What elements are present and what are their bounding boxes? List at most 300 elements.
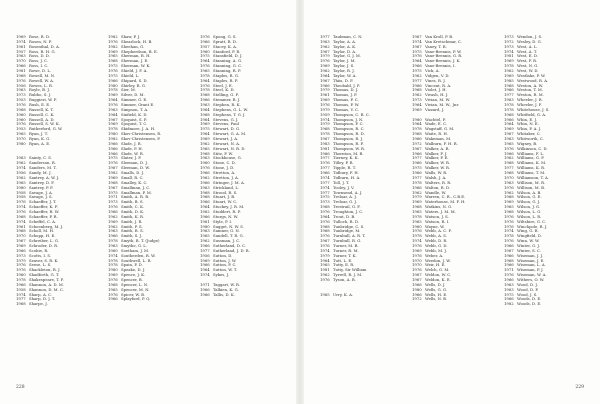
entry-year: 1981 <box>504 53 514 59</box>
entry-name: Splayford, P. Q. <box>121 296 151 302</box>
entry-year: 1965 <box>504 204 514 210</box>
entry-name: Stewart, N. A. <box>213 140 241 146</box>
entry-year: 1967 <box>320 136 330 142</box>
entry-year: 1974 <box>320 184 330 190</box>
entry-name: Sherman, J. E. <box>121 58 149 64</box>
entry-name: Walker, W. R. <box>425 160 451 166</box>
entry-year: 1962 <box>200 238 210 244</box>
entry-year: 1979 <box>320 252 330 258</box>
entry-name: Smallman, J. C. <box>121 184 151 190</box>
entry-year: 1976 <box>200 34 210 39</box>
entry-name: Van Kretschmar, C. <box>425 38 462 44</box>
entry-name: Thompson, R. D. <box>333 131 365 137</box>
entry-year: 1966 <box>412 160 422 166</box>
entry-year: 1962 <box>108 223 118 229</box>
entry-name: Wigney, B. <box>517 140 538 146</box>
entry-name: Southwell, L. R. <box>121 257 152 263</box>
entry-year: 1970 <box>504 174 514 180</box>
entry-year: 1968 <box>200 189 210 195</box>
entry-name: Rose, R. D. <box>29 34 51 39</box>
entry-name: Shannon, D. M. C. <box>29 286 64 292</box>
entry-name: Rowes, L. R. <box>29 82 54 88</box>
entry-year: 1968 <box>504 257 514 263</box>
entry-name: Whitaker, C. <box>517 131 541 137</box>
entry-name: Stringer, J. M. A. <box>213 179 245 185</box>
entry-year: 1965 <box>412 208 422 214</box>
entry-name: Sinfield, K. D. <box>121 111 148 117</box>
entry-year: 1966 <box>200 286 210 292</box>
entry-name: Rutherford, G. W. <box>29 126 63 132</box>
entry-name: Sutherland, D. C. <box>213 242 247 248</box>
entry-year: 1969 <box>200 257 210 263</box>
entry-year: 1975 <box>504 291 514 297</box>
entry-name: Sutherland, J. D. R. <box>213 247 250 253</box>
entry-name: Speake, D. J. <box>121 267 146 273</box>
entry-name: Tierney, K. K. <box>333 155 359 161</box>
entry-year: 1970 <box>16 58 26 64</box>
entry-year: 1964 <box>200 77 210 83</box>
entry-name: Scholl, M. H. <box>29 228 55 234</box>
entry-name: Simmer, Grant E. <box>121 102 155 108</box>
entry-name: Walker, W. R. <box>425 165 451 171</box>
entry-name: Skidmore, J. A. H. <box>121 126 156 132</box>
entry-year: 1982 <box>108 170 118 176</box>
entry-name: Vane-Brennis, P. W. <box>425 48 462 54</box>
entry-name: Stuart, W. C. <box>213 199 238 205</box>
entry-year: 1966 <box>412 82 422 88</box>
entry-year: 1975 <box>108 189 118 195</box>
entry-year: 1977 <box>200 247 210 253</box>
entry-year: 1966 <box>200 242 210 248</box>
entry-name: Wilson, L. R. <box>517 213 542 219</box>
entry-year: 1969 <box>320 63 330 69</box>
entry-name: Slater, J. P. <box>121 155 142 161</box>
entry-year: 1977 <box>320 189 330 195</box>
entry-name: Whitworth, C. <box>517 136 544 142</box>
entry-year: 1981 <box>320 267 330 273</box>
entry-name: Spencer, B. <box>121 276 143 282</box>
entry-year: 1958 <box>16 286 26 292</box>
entry-name: Stretton, J. A. <box>213 174 239 180</box>
entry-year: 1956 <box>200 252 210 258</box>
entry-year: 1976 <box>200 82 210 88</box>
entry-name: Ryan, A. E. <box>29 140 51 146</box>
entry-year: 1963 <box>504 179 514 185</box>
entry-year: 1966 <box>200 179 210 185</box>
book-gutter <box>296 0 304 404</box>
entry-year: 1979 <box>16 257 26 263</box>
entry-name: Simpson, T. A. <box>121 106 149 112</box>
entry-name: Wilson, L. G. <box>517 208 542 214</box>
entry-name: Vivash, H. J. <box>425 92 449 98</box>
entry-name: Sanderson, R. <box>29 160 56 166</box>
entry-year: 1978 <box>108 87 118 93</box>
entry-name: Shepherdson, B. E. <box>121 48 158 54</box>
entry-year: 1969 <box>412 199 422 205</box>
entry-year: 1978 <box>412 233 422 239</box>
entry-year: 1976 <box>412 252 422 258</box>
entry-name: Sutton, J. W. <box>213 257 237 263</box>
entry-year: 1953 <box>16 97 26 103</box>
entry-name: Stone, J. D. <box>213 165 235 171</box>
entry-year: 1974 <box>320 174 330 180</box>
entry-name: Smith, S. J. <box>121 233 143 239</box>
entry-year: 1974 <box>108 252 118 258</box>
entry-year: 1968 <box>108 58 118 64</box>
entry-name: Wiseman, W. A. <box>517 272 547 278</box>
entry-year: 1964 <box>320 257 330 263</box>
entry-name: Smythe, G. L. <box>121 242 148 248</box>
entry-name: Turner, M. B. <box>333 242 359 248</box>
entry-name: Stretton, A. <box>213 170 236 176</box>
entry-year: 1973 <box>108 199 118 205</box>
entry-year: 1976 <box>412 53 422 59</box>
entry-year: 1974 <box>504 228 514 234</box>
entry-year: 1969 <box>320 97 330 103</box>
entry-year: 1964 <box>200 116 210 122</box>
entry-name: Walton, R. D. <box>425 184 451 190</box>
name-column <box>412 35 466 302</box>
entry-name: Skov-Christensen, P. <box>121 136 161 142</box>
entry-year: 1966 <box>200 170 210 176</box>
entry-name: Steel, J. E. <box>213 82 233 88</box>
entry-year: 1962 <box>200 174 210 180</box>
entry-name: Toll, J. T. <box>333 179 350 185</box>
entry-year: 1968 <box>200 92 210 98</box>
entry-name: Shackleton, R. J. <box>29 267 61 273</box>
entry-year: 1968 <box>320 223 330 229</box>
entry-year: 1963 <box>16 53 26 59</box>
entry-year: 1966 <box>200 262 210 268</box>
entry-name: Whin, P. A. J. <box>517 126 542 132</box>
entry-name: Sleeman, D. W. <box>121 165 150 171</box>
entry-name: Russell, K. T. <box>29 106 54 112</box>
entry-year: 1980 <box>108 131 118 137</box>
entry-year: 1976 <box>108 291 118 297</box>
entry-name: Stemmer, R. J. <box>213 97 241 103</box>
entry-year: 1966 <box>504 150 514 156</box>
entry-name: Stewart, J. A. <box>213 136 239 142</box>
entry-year: 1977 <box>320 155 330 161</box>
entry-name: Vidgen, V. D. <box>425 72 450 78</box>
entry-name: Webb, G. D. <box>425 242 448 248</box>
entry-year: 1966 <box>412 184 422 190</box>
entry-year: 1982 <box>108 34 118 39</box>
entry-year: 1979 <box>320 121 330 127</box>
entry-year: 1974 <box>16 218 26 224</box>
entry-year: 1966 <box>108 145 118 151</box>
entry-year: 1967 <box>108 184 118 190</box>
entry-year: 1976 <box>16 102 26 108</box>
entry-year: 1966 <box>320 150 330 156</box>
name-column <box>504 35 549 307</box>
entry-year: 1967 <box>320 48 330 54</box>
entry-name: Sugget, N. W. S. <box>213 223 244 229</box>
entry-name: Ruggieri, W. F. <box>29 97 57 103</box>
entry-year: 1962 <box>320 68 330 74</box>
entry-name: Schreiber, L. G. <box>29 238 59 244</box>
entry-year: 1978 <box>412 126 422 132</box>
entry-name: Stelling, G. F. <box>213 92 239 98</box>
entry-year: 1976 <box>504 223 514 229</box>
entry-name: Whitehouse, J. S. <box>517 106 550 112</box>
entry-year: 1969 <box>200 121 210 127</box>
entry-name: Weston, A. W. <box>517 82 544 88</box>
entry-year: 1960 <box>200 160 210 166</box>
entry-name: Smith, R. S. <box>121 228 144 234</box>
entry-name: Schoenberg, M. J. <box>29 223 64 229</box>
entry-year: 1974 <box>16 291 26 297</box>
entry-name: Watson, J. S. <box>425 213 449 219</box>
entry-year: 1980 <box>16 140 26 146</box>
entry-year: 1977 <box>320 165 330 171</box>
entry-name: Studdert, R. P. <box>213 208 241 214</box>
entry-name: Smith, J. R. <box>121 218 143 224</box>
entry-year: 1960 <box>16 111 26 117</box>
entry-name: Rosen, N. P. <box>29 38 52 44</box>
entry-name: Sundell, T. R. G. <box>213 233 244 239</box>
entry-name: Vivian, M. W., Jnr. <box>425 102 460 108</box>
entry-name: Wiseman, P. J. <box>517 267 544 273</box>
entry-year: 1978 <box>108 262 118 268</box>
entry-year: 1977 <box>320 34 330 39</box>
entry-year: 1973 <box>320 199 330 205</box>
entry-year: 1964 <box>412 102 422 108</box>
entry-name: Taubman, C. N. <box>333 34 363 39</box>
entry-year: 1960 <box>108 247 118 253</box>
entry-name: Thornton, M. R. <box>333 150 364 156</box>
entry-year: 1972 <box>504 38 514 44</box>
entry-name: West, A. L. <box>517 43 538 49</box>
entry-name: Shipard, S. D. <box>121 77 148 83</box>
entry-year: 1973 <box>504 43 514 49</box>
entry-name: Vizzard, J. <box>425 106 445 112</box>
entry-name: Stephen, R. K. <box>213 102 241 108</box>
entry-year: 1976 <box>504 218 514 224</box>
entry-name: Schaeffer, J. T. <box>29 199 57 205</box>
entry-year: 1968 <box>16 106 26 112</box>
entry-year: 1975 <box>412 68 422 74</box>
entry-name: Wells, G. G. <box>425 286 448 292</box>
entry-year: 1966 <box>16 63 26 69</box>
entry-name: Slade, P. H. <box>121 145 143 151</box>
entry-year: 1953 <box>16 126 26 132</box>
entry-name: Style, P. I. <box>213 218 233 224</box>
entry-year: 1967 <box>504 131 514 137</box>
entry-name: Tidbury, F. H. <box>333 170 359 176</box>
entry-year: 1965 <box>200 145 210 151</box>
entry-name: Simmer, G. E. <box>121 97 148 103</box>
entry-year: 1965 <box>504 140 514 146</box>
entry-year: 1958 <box>16 194 26 200</box>
entry-year: 1966 <box>504 87 514 93</box>
entry-year: 1975 <box>200 53 210 59</box>
entry-year: 1980 <box>200 223 210 229</box>
entry-year: 1977 <box>504 165 514 171</box>
entry-year: 1966 <box>108 233 118 239</box>
entry-year: 1966 <box>16 281 26 287</box>
entry-name: Smalley, K. C. <box>121 179 148 185</box>
entry-year: 1976 <box>320 242 330 248</box>
entry-year: 1963 <box>504 97 514 103</box>
entry-year: 1978 <box>504 106 514 112</box>
entry-year: 1977 <box>320 179 330 185</box>
entry-name: Walker, A. R. <box>425 145 450 151</box>
entry-name: Santrey, A. W. J. <box>29 174 60 180</box>
entry-year: 1966 <box>108 150 118 156</box>
entry-year: 1962 <box>200 140 210 146</box>
entry-year: 1959 <box>320 111 330 117</box>
entry-year: 1978 <box>504 63 514 69</box>
entry-year: 1976 <box>320 160 330 166</box>
entry-name: Willison, M. B. <box>517 184 546 190</box>
entry-year: 1969 <box>504 58 514 64</box>
entry-year: 1963 <box>108 242 118 248</box>
entry-name: Waters, J. M. M. <box>425 208 456 214</box>
entry-year: 1965 <box>320 262 330 268</box>
entry-year: 1963 <box>16 87 26 93</box>
entry-name: Seaver, S. R. K. <box>29 257 59 263</box>
entry-name: Thomas, P. C. <box>333 97 359 103</box>
page-number: 229 <box>575 385 584 390</box>
entry-name: Weston, T. M. <box>517 87 543 93</box>
entry-year: 1966 <box>504 262 514 268</box>
name-column <box>320 35 370 297</box>
list-item <box>412 297 466 302</box>
entry-name: Willison, M. R. <box>517 179 546 185</box>
entry-name: Winchpole, R. J. <box>517 223 548 229</box>
entry-name: Vane-Brennis, G. R. <box>425 53 463 59</box>
entry-name: Woods, D. E. <box>517 296 542 302</box>
entry-name: Westwood, R. A. <box>517 77 549 83</box>
entry-name: Stockhouse, G. <box>213 155 242 161</box>
entry-name: Tyrrell, R. J. M. <box>333 272 363 278</box>
entry-name: Stone, C. D. <box>213 160 236 166</box>
entry-name: Talkien, K. G. <box>213 286 239 292</box>
entry-name: Taylor, W. A. <box>333 72 357 78</box>
entry-year: 1962 <box>412 92 422 98</box>
entry-year: 1970 <box>412 257 422 263</box>
entry-name: Ross, R. H. G. <box>29 48 56 54</box>
entry-name: Staples, R. G. <box>213 72 240 78</box>
entry-year: 1965 <box>108 286 118 292</box>
entry-year: 1962 <box>504 189 514 195</box>
entry-year: 1961 <box>200 218 210 224</box>
entry-year: 1966 <box>504 242 514 248</box>
entry-year: 1974 <box>320 116 330 122</box>
entry-name: Skov-Christensen, R. <box>121 131 162 137</box>
entry-name: Taylor, A. K. <box>333 43 357 49</box>
entry-year: 1960 <box>412 223 422 229</box>
entry-name: Wells, D. J. <box>425 281 446 287</box>
entry-name: Shaw, P. J. <box>121 34 141 39</box>
entry-name: Tidburn, H. A. <box>333 174 361 180</box>
entry-year: 1961 <box>16 223 26 229</box>
entry-name: Scheffel, C. A. <box>29 218 57 224</box>
entry-name: Smith, D. K. <box>121 208 145 214</box>
entry-year: 1963 <box>16 155 26 161</box>
entry-name: Tilley, P. R. <box>333 160 354 166</box>
entry-name: Thompson, C. R. C. <box>333 111 370 117</box>
entry-name: Tutty, Sir William <box>333 267 367 273</box>
entry-name: Thomas, P. W. <box>333 102 360 108</box>
entry-name: Withers, O. W. <box>517 276 545 282</box>
entry-year: 1974 <box>16 204 26 210</box>
entry-name: Smith, P. S. <box>121 223 143 229</box>
entry-name: Wood, D. P. <box>517 286 539 292</box>
entry-name: Ross, J. C. <box>29 58 49 64</box>
entry-year: 1969 <box>108 121 118 127</box>
entry-name: Turner, R. M. <box>333 247 359 253</box>
entry-name: Sumner, G. N. <box>213 228 240 234</box>
entry-name: Walker, P. E. <box>425 155 449 161</box>
entry-name: Sturgs, N. W. <box>213 213 239 219</box>
entry-year: 1968 <box>16 213 26 219</box>
entry-year: 1966 <box>412 291 422 297</box>
entry-year: 1974 <box>16 38 26 44</box>
entry-year: 1971 <box>504 267 514 273</box>
entry-year: 1976 <box>16 208 26 214</box>
entry-year: 1978 <box>200 87 210 93</box>
list-item <box>16 302 64 307</box>
entry-name: Williams, T. M. <box>517 170 546 176</box>
entry-name: Sainty, C. S. <box>29 155 52 161</box>
entry-year: 1968 <box>108 179 118 185</box>
entry-name: Slade, J. R. <box>121 140 142 146</box>
entry-year: 1963 <box>200 155 210 161</box>
entry-year: 1977 <box>412 77 422 83</box>
entry-year: 1968 <box>504 111 514 117</box>
entry-year: 1966 <box>412 63 422 69</box>
entry-year: 1958 <box>16 189 26 195</box>
entry-name: Tutty, E. R. <box>333 262 355 268</box>
entry-name: Weir, H. E. <box>425 262 446 268</box>
entry-name: Watson, R. I. <box>425 218 450 224</box>
entry-year: 1960 <box>16 272 26 278</box>
entry-name: Schaeffer, P. R. <box>29 213 58 219</box>
name-column <box>108 35 161 302</box>
entry-year: 1968 <box>320 204 330 210</box>
entry-year: 1968 <box>320 126 330 132</box>
entry-name: Rubbo, S. J. <box>29 92 52 98</box>
entry-name: Ross, D. D. <box>29 53 50 59</box>
entry-name: Wakeman, M. <box>425 136 452 142</box>
entry-name: Russell, S. W. K. <box>29 121 60 127</box>
entry-year: 1967 <box>320 77 330 83</box>
entry-name: Vines, R. J. <box>425 77 446 83</box>
entry-year: 1978 <box>320 131 330 137</box>
entry-year: 1975 <box>412 48 422 54</box>
entry-name: Wiseman, J. E. <box>517 257 545 263</box>
entry-name: Williams, F. L. <box>517 150 545 156</box>
entry-year: 1973 <box>504 34 514 39</box>
entry-name: Thompson, R. P. <box>333 140 364 146</box>
entry-year: 1963 <box>504 286 514 292</box>
entry-name: Sleeman, D. J. <box>121 160 148 166</box>
entry-name: Smith, K. R. <box>121 213 145 219</box>
name-column <box>200 35 250 297</box>
entry-year: 1963 <box>504 136 514 142</box>
entry-name: Sherman, W. K. <box>121 63 151 69</box>
entry-name: Scotts, I. S. <box>29 252 52 258</box>
entry-year: 1968 <box>504 170 514 176</box>
entry-name: Wachtel, F. <box>425 116 447 122</box>
entry-name: Webb, M. J. <box>425 247 447 253</box>
entry-name: Williams, K. M. <box>517 160 547 166</box>
entry-name: Rowe, D. L. <box>29 68 52 74</box>
entry-year: 1965 <box>320 291 330 297</box>
entry-name: Turnbull, R. G. <box>333 238 362 244</box>
